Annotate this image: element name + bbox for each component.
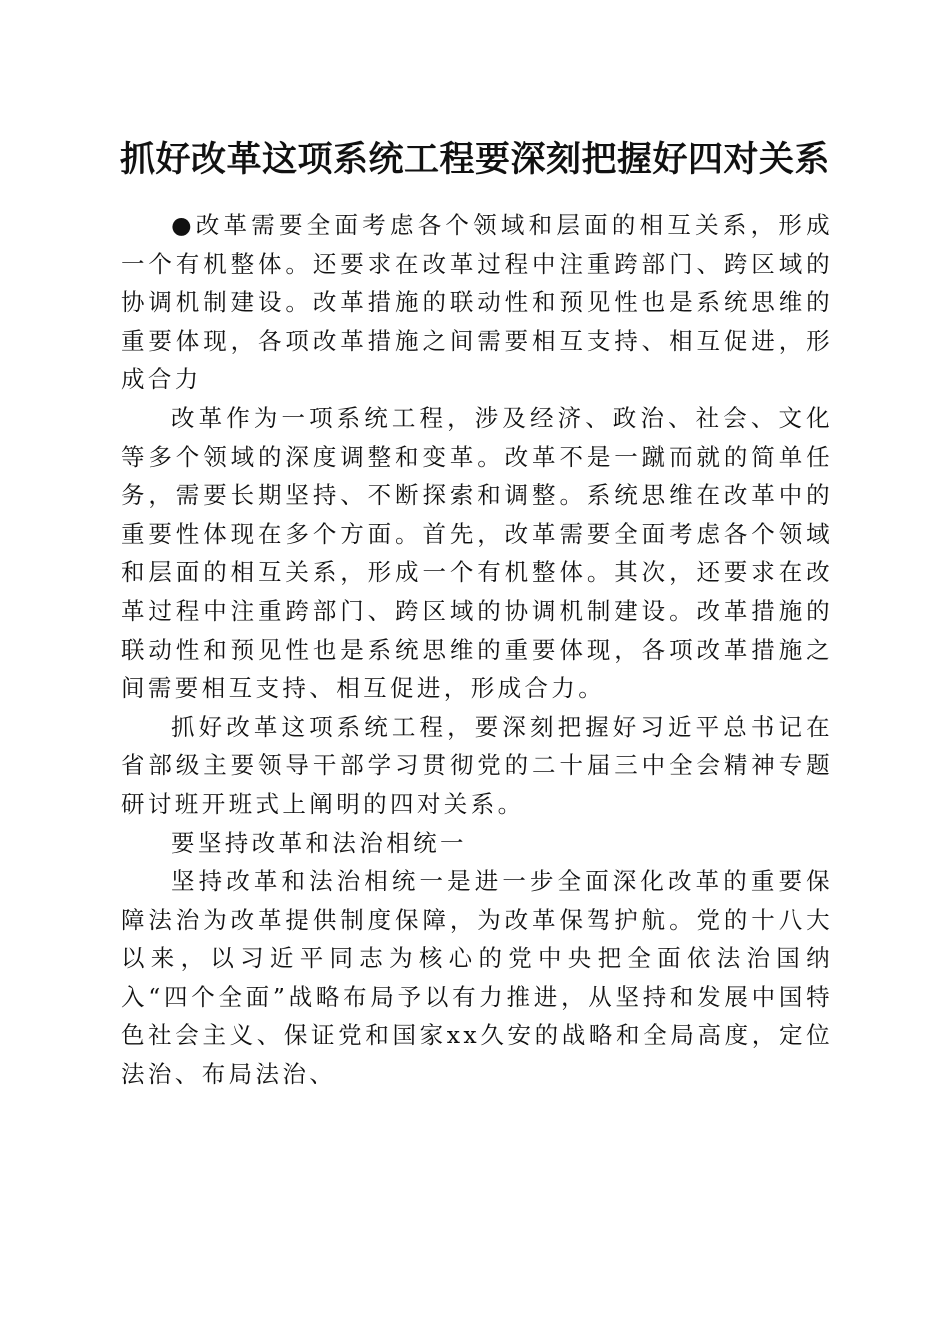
paragraph-reform-and-rule-of-law: 坚持改革和法治相统一是进一步全面深化改革的重要保障法治为改革提供制度保障，为改革保驾护航。党的十八大以来，以习近平同志为核心的党中央把全面依法治国纳入“四个全面”战略布局予以有力推进，从坚持和发展中国特色社会主义、保证党和国家xx久安的战略和全局高度，定位法治、布局法治、 (121, 867, 833, 1089)
document-body (121, 206, 833, 1094)
paragraph-reform-system-engineering: 改革作为一项系统工程，涉及经济、政治、社会、文化等多个领域的深度调整和变革。改革不是一蹴而就的简单任务，需要长期坚持、不断探索和调整。系统思维在改革中的重要性体现在多个方面。首先，改革需要全面考虑各个领域和层面的相互关系，形成一个有机整体。其次，还要求在改革过程中注重跨部门、跨区域的协调机制建设。改革措施的联动性和预见性也是系统思维的重要体现，各项改革措施之间需要相互支持、相互促进，形成合力。 (121, 403, 833, 703)
paragraph-bullet-summary: ●改革需要全面考虑各个领域和层面的相互关系，形成一个有机整体。还要求在改革过程中注重跨部门、跨区域的协调机制建设。改革措施的联动性和预见性也是系统思维的重要体现，各项改革措施之间需要相互支持、相互促进，形成合力 (121, 211, 833, 394)
document-title: 抓好改革这项系统工程要深刻把握好四对关系 (119, 139, 830, 180)
section-heading-reform-and-rule-of-law: 要坚持改革和法治相统一 (171, 828, 467, 857)
paragraph-four-relationships: 抓好改革这项系统工程，要深刻把握好习近平总书记在省部级主要领导干部学习贯彻党的二十届三中全会精神专题研讨班开班式上阐明的四对关系。 (121, 712, 833, 818)
